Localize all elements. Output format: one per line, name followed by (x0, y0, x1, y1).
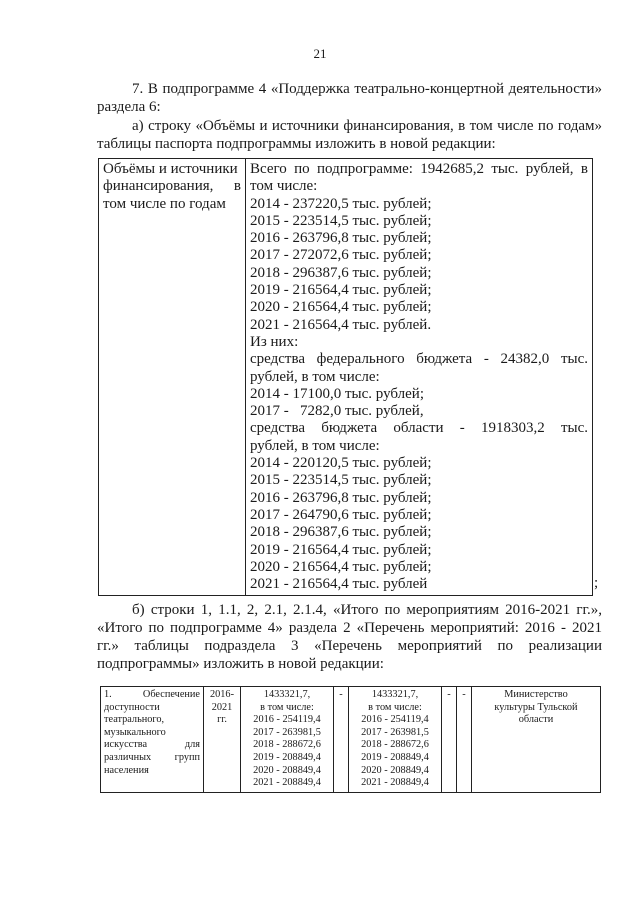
event-total-line: 2021 - 208849,4 (253, 777, 321, 789)
event-federal-cell: - (334, 687, 349, 793)
passport-label-line: том числе по годам (103, 195, 226, 212)
event-regional-line: 2016 - 254119,4 (361, 714, 429, 726)
passport-content-line: 2017 - 264790,6 тыс. рублей; (250, 506, 432, 523)
event-municipal-cell: - (442, 687, 457, 793)
passport-content-line: 2016 - 263796,8 тыс. рублей; (250, 230, 432, 247)
event-other-cell: - (457, 687, 472, 793)
event-regional-line: 2018 - 288672,6 (361, 739, 429, 751)
event-executor-line: области (518, 714, 554, 726)
event-total-line: 2020 - 208849,4 (253, 764, 321, 776)
event-name-line: искусства для (104, 739, 200, 751)
passport-content-line: Из них: (250, 333, 299, 350)
paragraph-2-line-2: таблицы паспорта подпрограммы изложить в новой редакции: (97, 136, 496, 152)
passport-content-line: том числе: (250, 178, 318, 195)
event-executor-line: Министерство (504, 689, 568, 700)
passport-content-line: 2017 - 272072,6 тыс. рублей; (250, 247, 432, 264)
passport-content-line: 2020 - 216564,4 тыс. рублей; (250, 299, 432, 316)
passport-label-line: Объёмы и источники (103, 161, 238, 177)
passport-content-cell (246, 159, 593, 596)
event-name-line: различных групп (104, 751, 200, 763)
passport-content-line: 2019 - 216564,4 тыс. рублей; (250, 282, 432, 299)
event-period-line: 2021 (211, 701, 233, 713)
event-executor-cell (472, 687, 601, 793)
passport-content-line: 2020 - 216564,4 тыс. рублей; (250, 558, 432, 575)
page-number: 21 (313, 46, 327, 61)
paragraph-3-line-4: подпрограммы» изложить в новой редакции: (97, 656, 384, 672)
event-name-line: населения (104, 764, 149, 776)
table-row (101, 687, 601, 793)
events-table (100, 686, 601, 793)
passport-content-line: 2018 - 296387,6 тыс. рублей; (250, 264, 432, 281)
paragraph-1-line-2: раздела 6: (97, 99, 161, 115)
passport-content-line: рублей, в том числе: (250, 437, 380, 454)
event-period-cell (204, 687, 241, 793)
passport-content-line: 2021 - 216564,4 тыс. рублей (250, 576, 428, 593)
event-executor-line: культуры Тульской (494, 701, 578, 713)
passport-content-line: 2018 - 296387,6 тыс. рублей; (250, 524, 432, 541)
passport-content-line: Всего по подпрограмме: 1942685,2 тыс. рублей, в (250, 161, 588, 177)
paragraph-3-line-2: «Итого по подпрограмме 4» раздела 2 «Перечень мероприятий: 2016 - 2021 (97, 620, 602, 636)
trailing-semicolon: ; (594, 575, 599, 591)
event-regional-line: 1433321,7, (371, 689, 419, 700)
event-regional-line: 2021 - 208849,4 (361, 777, 429, 789)
event-total-cell (241, 687, 334, 793)
event-total-line: 2017 - 263981,5 (253, 726, 321, 738)
event-name-line: музыкального (104, 726, 166, 738)
event-total-line: 2018 - 288672,6 (253, 739, 321, 751)
event-name-line: театрального, (104, 714, 165, 726)
passport-content-line: 2015 - 223514,5 тыс. рублей; (250, 472, 432, 489)
passport-table (98, 158, 593, 596)
event-total-line: 2019 - 208849,4 (253, 751, 321, 763)
passport-content-line: 2014 - 237220,5 тыс. рублей; (250, 195, 432, 212)
passport-label-cell (99, 159, 246, 596)
paragraph-2 (97, 117, 602, 153)
passport-content-line: 2016 - 263796,8 тыс. рублей; (250, 489, 432, 506)
event-name-line: 1. Обеспечение (104, 689, 200, 700)
event-total-line: 1433321,7, (263, 689, 311, 700)
passport-content-line: 2017 - 7282,0 тыс. рублей, (250, 403, 424, 420)
event-regional-line: 2020 - 208849,4 (361, 764, 429, 776)
paragraph-3-line-1: б) строки 1, 1.1, 2, 2.1, 2.1.4, «Итого по мероприятиям 2016-2021 гг.», (132, 602, 602, 618)
passport-content-line: 2014 - 220120,5 тыс. рублей; (250, 455, 432, 472)
passport-content-line: средства федерального бюджета - 24382,0 тыс. (250, 351, 588, 368)
paragraph-2-line-1: а) строку «Объёмы и источники финансирования, в том числе по годам» (132, 118, 602, 134)
paragraph-1 (97, 80, 602, 116)
passport-content-line: 2014 - 17100,0 тыс. рублей; (250, 385, 424, 402)
paragraph-3-line-3: гг.» таблицы подраздела 3 «Перечень мероприятий по реализации (97, 638, 602, 654)
event-regional-line: в том числе: (368, 701, 422, 713)
event-total-line: в том числе: (260, 701, 314, 713)
event-period-line: 2016- (209, 689, 235, 700)
passport-content-line: рублей, в том числе: (250, 368, 380, 385)
event-name-cell (101, 687, 204, 793)
paragraph-3 (97, 601, 602, 673)
passport-content-line: 2015 - 223514,5 тыс. рублей; (250, 212, 432, 229)
event-regional-line: 2017 - 263981,5 (361, 726, 429, 738)
paragraph-1-line-1: 7. В подпрограмме 4 «Поддержка театрально-концертной деятельности» (132, 81, 602, 97)
event-regional-cell (349, 687, 442, 793)
event-total-line: 2016 - 254119,4 (253, 714, 321, 726)
passport-content-line: 2019 - 216564,4 тыс. рублей; (250, 541, 432, 558)
passport-content-line: средства бюджета области - 1918303,2 тыс. (250, 420, 588, 437)
event-period-line: гг. (217, 714, 227, 726)
passport-content-line: 2021 - 216564,4 тыс. рублей. (250, 316, 432, 333)
passport-label-line: финансирования, в (103, 178, 241, 195)
event-name-line: доступности (104, 701, 160, 713)
event-regional-line: 2019 - 208849,4 (361, 751, 429, 763)
